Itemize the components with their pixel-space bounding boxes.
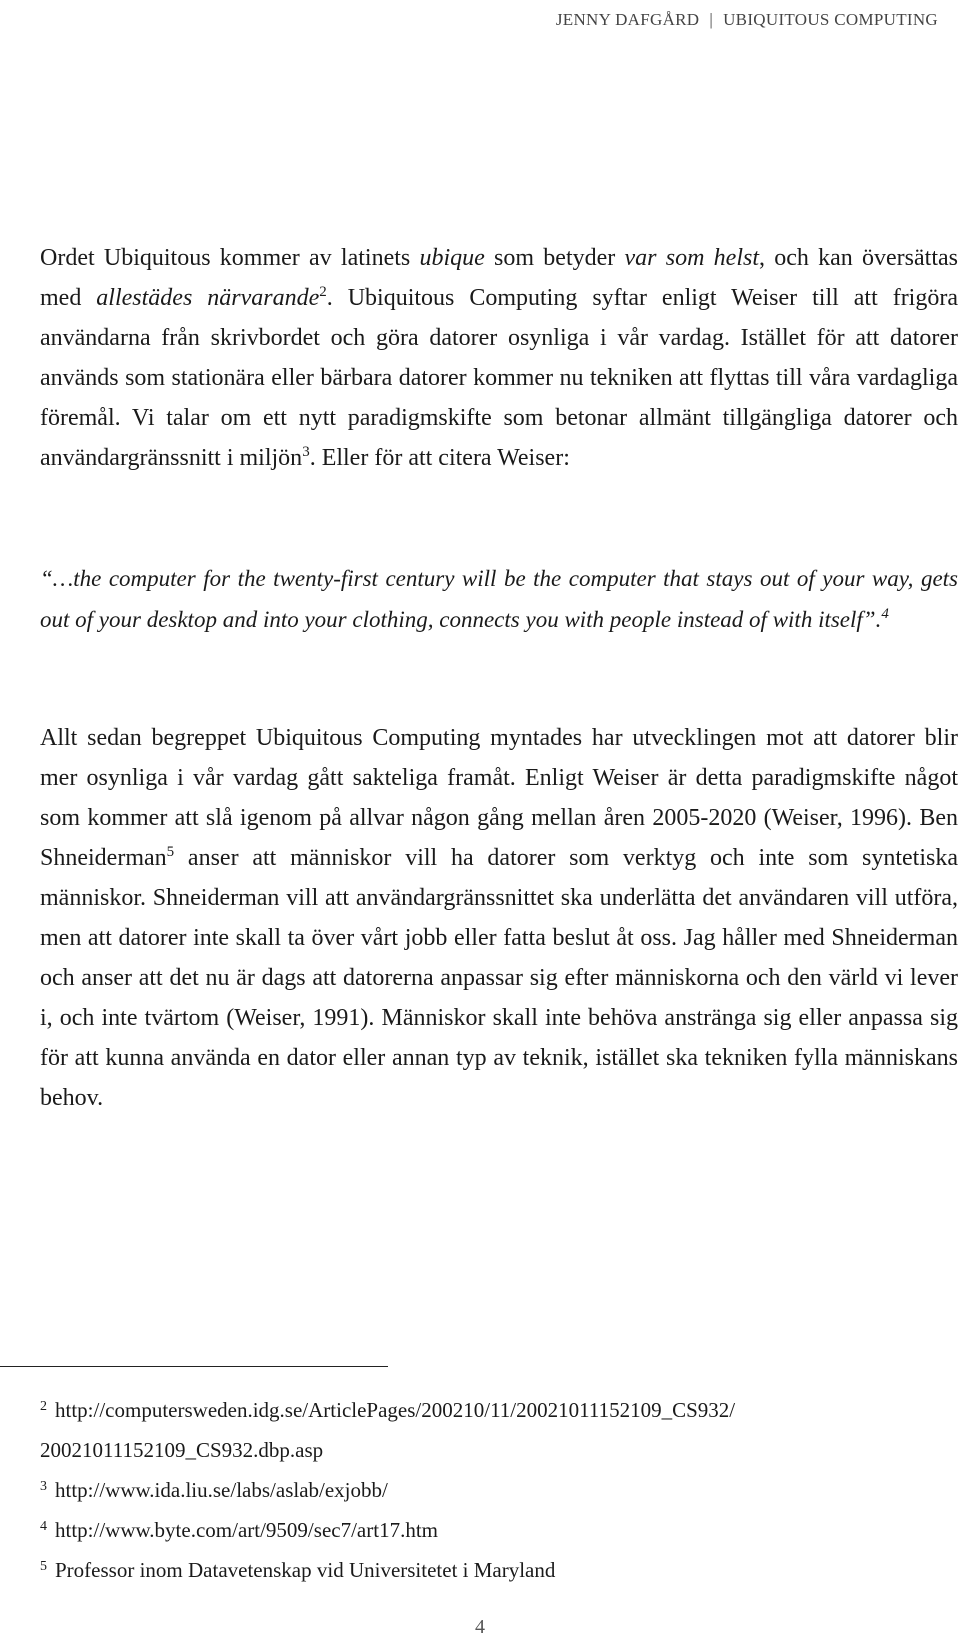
footnote-4 — [40, 1510, 940, 1550]
text-span: som betyder — [484, 245, 625, 271]
text-span: Ordet Ubiquitous kommer av latinets — [40, 245, 420, 271]
footnote-2 — [40, 1390, 940, 1430]
running-header — [556, 10, 938, 30]
footnote-number: 5 — [40, 1559, 47, 1574]
footnote-divider — [0, 1366, 388, 1367]
footnote-number: 3 — [40, 1479, 47, 1494]
page-number: 4 — [475, 1616, 485, 1638]
block-quote — [40, 558, 958, 640]
footnote-ref-4: 4 — [881, 606, 889, 622]
footnote-3 — [40, 1470, 940, 1510]
footnote-ref-3: 3 — [302, 444, 310, 460]
footnote-text: Professor inom Datavetenskap vid Universitetet i Maryland — [55, 1558, 556, 1582]
text-span: . Eller för att citera Weiser: — [309, 445, 570, 471]
text-span: . Ubiquitous Computing syftar enligt Weiser till att frigöra användarna från skrivbordet och göra datorer osynliga i vår vardag. Istället för att datorer används som stationära eller bärbara datorer kommer nu tekniken att flyttas till våra vardagliga föremål. Vi talar om ett nytt paradigmskifte som betonar allmänt tillgängliga datorer och användargränssnitt i miljön — [40, 285, 958, 471]
header-separator: | — [709, 10, 714, 29]
footnote-text: http://computersweden.idg.se/ArticlePages/200210/11/20021011152109_CS932/ — [55, 1398, 736, 1422]
quote-text: “…the computer for the twenty-first century will be the computer that stays out of your way, gets out of your desktop and into your clothing, connects you with people instead of with itself”. — [40, 566, 958, 632]
translation-allestades: allestädes närvarande — [96, 285, 320, 311]
text-span: anser att människor vill ha datorer som verktyg och inte som syntetiska människor. Shneiderman vill att användargränssnittet ska underlätta det användaren vill utföra, men att datorer inte skall ta över vårt jobb eller fatta beslut åt oss. Jag håller med Shneiderman och anser att det nu är dags att datorerna anpassar sig efter människorna och den värld vi lever i, och inte tvärtom (Weiser, 1991). Människor skall inte behöva anstränga sig eller anpassa sig för att kunna använda en dator eller annan typ av teknik, istället ska tekniken fylla människans behov. — [40, 845, 958, 1111]
footnotes — [40, 1390, 940, 1590]
footnote-5 — [40, 1550, 940, 1590]
translation-var-som-helst: var som helst — [624, 245, 759, 271]
header-author: JENNY DAFGÅRD — [555, 10, 700, 29]
footnote-number: 2 — [40, 1399, 47, 1414]
footnote-text: 20021011152109_CS932.dbp.asp — [40, 1438, 324, 1462]
latin-term-ubique: ubique — [419, 245, 485, 271]
text-span: , och kan översättas med — [40, 245, 958, 311]
footnote-text: http://www.byte.com/art/9509/sec7/art17.htm — [55, 1518, 438, 1542]
footnote-number: 4 — [40, 1519, 47, 1534]
footnote-2-continued — [40, 1430, 940, 1470]
header-title: UBIQUITOUS COMPUTING — [723, 10, 938, 29]
body-paragraph-2 — [40, 718, 958, 1118]
footnote-ref-2: 2 — [319, 284, 327, 300]
text-span: Allt sedan begreppet Ubiquitous Computing myntades har utvecklingen mot att datorer blir mer osynliga i vår vardag gått sakteliga framåt. Enligt Weiser är detta paradigmskifte något som kommer att slå igenom på allvar någon gång mellan åren 2005-2020 (Weiser, 1996). Ben Shneiderman — [40, 725, 958, 871]
body-paragraph-1 — [40, 238, 958, 478]
footnote-text: http://www.ida.liu.se/labs/aslab/exjobb/ — [55, 1478, 388, 1502]
footnote-ref-5: 5 — [166, 844, 175, 860]
